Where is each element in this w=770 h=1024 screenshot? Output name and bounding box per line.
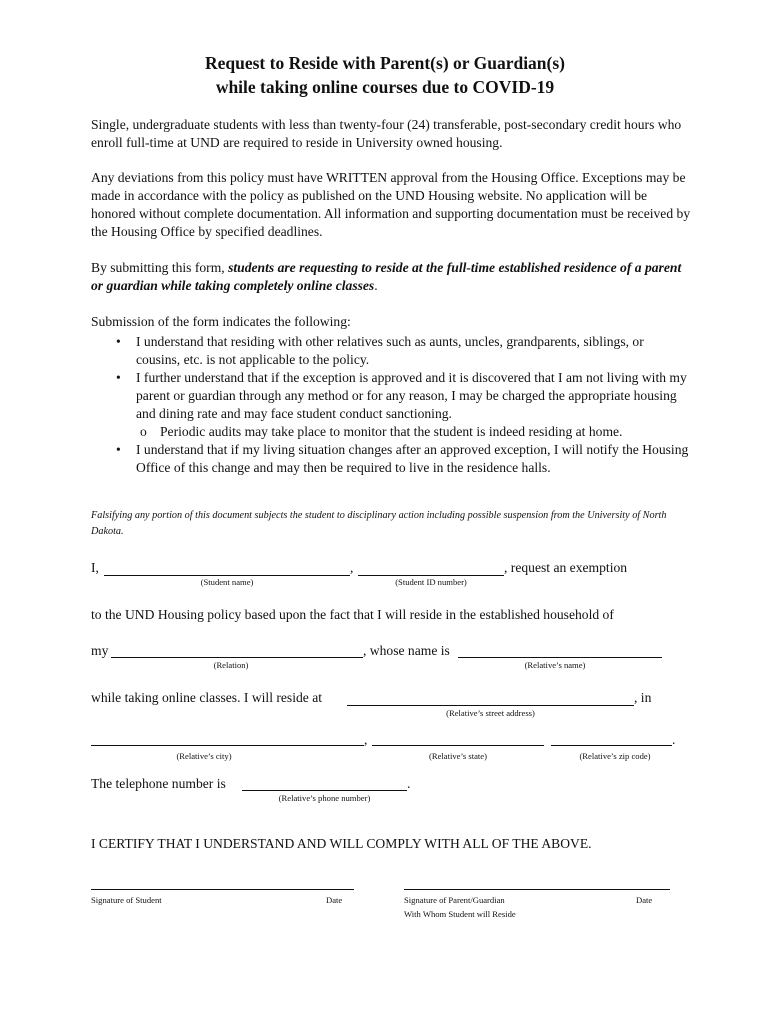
parent-date-label: Date (636, 895, 653, 905)
bullet-text: I understand that residing with other relatives such as aunts, uncles, grandparents, siblings, or cousins, etc. is not applicable to the policy. (136, 334, 644, 367)
relative-name-field[interactable] (458, 657, 662, 658)
policy-statement: to the UND Housing policy based upon the fact that I will reside in the established household of (91, 607, 614, 622)
bullet-glyph: • (116, 370, 121, 385)
parent-signature-sublabel: With Whom Student will Reside (404, 909, 516, 919)
intent-end-text: . (374, 278, 378, 293)
parent-signature-field[interactable] (404, 889, 670, 890)
student-id-field[interactable] (358, 575, 504, 576)
sub-bullet-glyph: o (140, 424, 147, 439)
in-text: , in (634, 690, 652, 705)
page-title-line-2: while taking online courses due to COVID-19 (215, 77, 555, 97)
list-item (116, 333, 691, 369)
state-field[interactable] (372, 745, 544, 746)
relation-field[interactable] (111, 657, 363, 658)
student-date-label: Date (326, 895, 343, 905)
list-item (116, 369, 691, 441)
intent-lead-text: By submitting this form, (91, 260, 229, 275)
certification-statement: I CERTIFY THAT I UNDERSTAND AND WILL COMPLY WITH ALL OF THE ABOVE. (91, 836, 592, 851)
student-id-caption: (Student ID number) (395, 577, 467, 587)
phone-number-caption: (Relative’s phone number) (278, 793, 371, 803)
bullet-glyph: • (116, 334, 121, 349)
submission-intent-paragraph (91, 259, 691, 295)
street-address-caption: (Relative’s street address) (446, 708, 535, 718)
comma-separator: , (364, 732, 368, 747)
eligibility-paragraph: Single, undergraduate students with less than twenty-four (24) transferable, post-secondary credit hours who enroll full-time at UND are required to reside in University owned housing. (91, 117, 682, 150)
student-signature-field[interactable] (91, 889, 354, 890)
period-mark: . (407, 776, 411, 791)
request-exemption-text: , request an exemption (504, 560, 628, 575)
student-name-field[interactable] (104, 575, 350, 576)
sub-bullet-text: Periodic audits may take place to monitor that the student is indeed residing at home. (160, 424, 623, 439)
city-field[interactable] (91, 745, 364, 746)
telephone-text: The telephone number is (91, 776, 226, 791)
deviation-paragraph: Any deviations from this policy must have WRITTEN approval from the Housing Office. Exceptions may be made in accordance with the policy as published on the UND Housing website. No application will be honored without complete documentation. All information and supporting documentation must be received by the Housing Office by specified deadlines. (91, 170, 691, 239)
reside-at-text: while taking online classes. I will reside at (91, 690, 323, 705)
bullet-glyph: • (116, 442, 121, 457)
sub-list-item (136, 423, 691, 441)
zip-code-caption: (Relative’s zip code) (579, 751, 651, 761)
comma-separator: , (350, 560, 354, 575)
relative-name-caption: (Relative’s name) (524, 660, 586, 670)
falsification-warning: Falsifying any portion of this document subjects the student to disciplinary action including possible suspension from the University of North Dakota. (91, 510, 667, 537)
my-label: my (91, 643, 109, 658)
whose-name-text: , whose name is (363, 643, 450, 658)
city-caption: (Relative’s city) (176, 751, 232, 761)
student-signature-label: Signature of Student (91, 895, 162, 905)
page-title-line-1: Request to Reside with Parent(s) or Guardian(s) (204, 53, 566, 73)
parent-signature-label: Signature of Parent/Guardian (404, 895, 505, 905)
relation-caption: (Relation) (213, 660, 249, 670)
i-label: I, (91, 560, 99, 575)
submission-bullet-list (91, 333, 691, 477)
state-caption: (Relative’s state) (429, 751, 487, 761)
list-item (116, 441, 691, 477)
bullet-text: I further understand that if the exception is approved and it is discovered that I am not living with my parent or guardian through any method or for any reason, I may be charged the appropriate housing and dining rate and may face student conduct sanctioning. (136, 370, 687, 421)
bullet-text: I understand that if my living situation changes after an approved exception, I will notify the Housing Office of this change and may then be required to live in the residence halls. (136, 442, 689, 475)
street-address-field[interactable] (347, 705, 634, 706)
phone-number-field[interactable] (242, 790, 407, 791)
submission-heading: Submission of the form indicates the following: (91, 314, 351, 329)
submission-list-section (91, 313, 691, 477)
zip-code-field[interactable] (551, 745, 672, 746)
intent-emphasis-text: students are requesting to reside at the full-time established residence of a parent or guardian while taking completely online classes (91, 260, 682, 293)
student-name-caption: (Student name) (200, 577, 254, 587)
period-mark: . (672, 732, 676, 747)
